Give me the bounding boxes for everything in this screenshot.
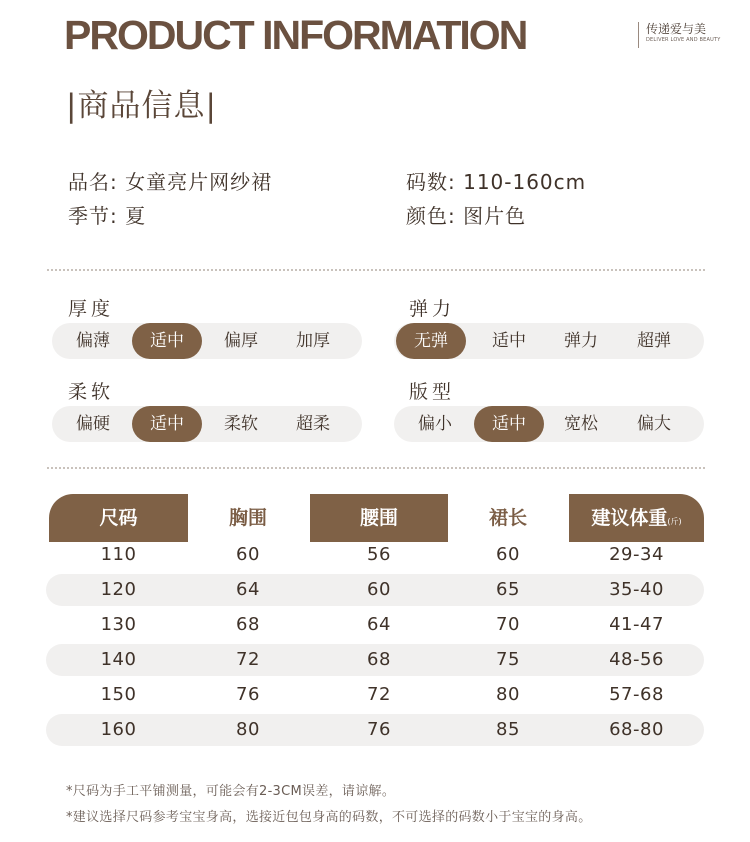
attr-option: 柔软 <box>224 414 258 434</box>
table-cell: 110 <box>100 544 137 565</box>
table-cell: 140 <box>100 649 137 670</box>
table-cell: 130 <box>100 614 137 635</box>
attr-label-elasticity: 弹力 <box>409 298 456 320</box>
table-cell: 72 <box>367 684 391 705</box>
attr-option-selected: 适中 <box>132 323 202 359</box>
table-row <box>46 714 704 746</box>
attr-label-fit: 版型 <box>409 381 456 403</box>
note-measurement: *尺码为手工平铺测量，可能会有2-3CM误差，请谅解。 <box>66 784 396 799</box>
table-cell: 150 <box>100 684 137 705</box>
table-cell: 80 <box>496 684 520 705</box>
attr-option-selected: 无弹 <box>396 323 466 359</box>
table-cell: 160 <box>100 719 137 740</box>
table-cell: 68-80 <box>609 719 664 740</box>
table-cell: 60 <box>496 544 520 565</box>
table-header-chest: 胸围 <box>228 507 267 529</box>
table-row <box>46 679 704 711</box>
table-cell: 48-56 <box>609 649 664 670</box>
table-cell: 85 <box>496 719 520 740</box>
attr-scale-thickness <box>52 323 362 359</box>
table-cell: 75 <box>496 649 520 670</box>
table-cell: 64 <box>236 579 260 600</box>
table-cell: 120 <box>100 579 137 600</box>
attr-option: 加厚 <box>296 331 330 351</box>
page-title-en: PRODUCT INFORMATION <box>64 12 527 58</box>
table-row <box>46 574 704 606</box>
divider-dotted <box>47 467 705 469</box>
brand-logo <box>638 22 721 48</box>
table-cell: 80 <box>236 719 260 740</box>
title-divider-left: | <box>66 88 78 124</box>
table-cell: 64 <box>367 614 391 635</box>
attr-option: 偏硬 <box>76 414 110 434</box>
title-cn-text: 商品信息 <box>77 88 206 124</box>
attr-option: 偏小 <box>418 414 452 434</box>
table-cell: 68 <box>236 614 260 635</box>
attr-option: 偏薄 <box>76 331 110 351</box>
attr-label-thickness: 厚度 <box>68 298 115 320</box>
table-header-waist: 腰围 <box>310 494 448 542</box>
attr-option: 偏大 <box>637 414 671 434</box>
table-cell: 68 <box>367 649 391 670</box>
attr-option-selected: 适中 <box>474 406 544 442</box>
table-header-weight <box>569 494 704 542</box>
table-header-length: 裙长 <box>488 507 527 529</box>
table-cell: 41-47 <box>609 614 664 635</box>
attr-scale-fit <box>394 406 704 442</box>
info-color: 颜色: 图片色 <box>406 204 527 228</box>
table-cell: 60 <box>236 544 260 565</box>
divider-dotted <box>47 269 705 271</box>
table-cell: 29-34 <box>609 544 664 565</box>
table-cell: 76 <box>236 684 260 705</box>
table-cell: 60 <box>367 579 391 600</box>
attr-option: 弹力 <box>564 331 598 351</box>
info-size: 码数: 110-160cm <box>406 170 587 194</box>
brand-name-en: DELIVER LOVE AND BEAUTY <box>646 37 721 43</box>
attr-option-selected: 适中 <box>132 406 202 442</box>
table-cell: 65 <box>496 579 520 600</box>
table-header-size: 尺码 <box>49 494 188 542</box>
table-cell: 35-40 <box>609 579 664 600</box>
page-title-cn <box>66 80 217 125</box>
attr-option: 宽松 <box>564 414 598 434</box>
attr-option: 超弹 <box>637 331 671 351</box>
attr-option: 偏厚 <box>224 331 258 351</box>
attr-scale-softness <box>52 406 362 442</box>
table-cell: 56 <box>367 544 391 565</box>
table-cell: 76 <box>367 719 391 740</box>
table-cell: 57-68 <box>609 684 664 705</box>
info-season: 季节: 夏 <box>68 204 147 228</box>
attr-option: 适中 <box>492 331 526 351</box>
table-cell: 72 <box>236 649 260 670</box>
info-name: 品名: 女童亮片网纱裙 <box>68 170 273 194</box>
note-size-advice: *建议选择尺码参考宝宝身高，选接近包包身高的码数，不可选择的码数小于宝宝的身高。 <box>66 810 592 825</box>
brand-name-cn: 传递爱与美 <box>646 22 707 36</box>
table-row <box>46 609 704 641</box>
table-row <box>46 539 704 571</box>
table-cell: 70 <box>496 614 520 635</box>
weight-unit: (斤) <box>667 517 682 526</box>
attr-label-softness: 柔软 <box>68 381 115 403</box>
attr-scale-elasticity <box>394 323 704 359</box>
title-divider-right: | <box>205 88 217 124</box>
attr-option: 超柔 <box>296 414 330 434</box>
table-row <box>46 644 704 676</box>
weight-header-text: 建议体重 <box>591 507 668 529</box>
